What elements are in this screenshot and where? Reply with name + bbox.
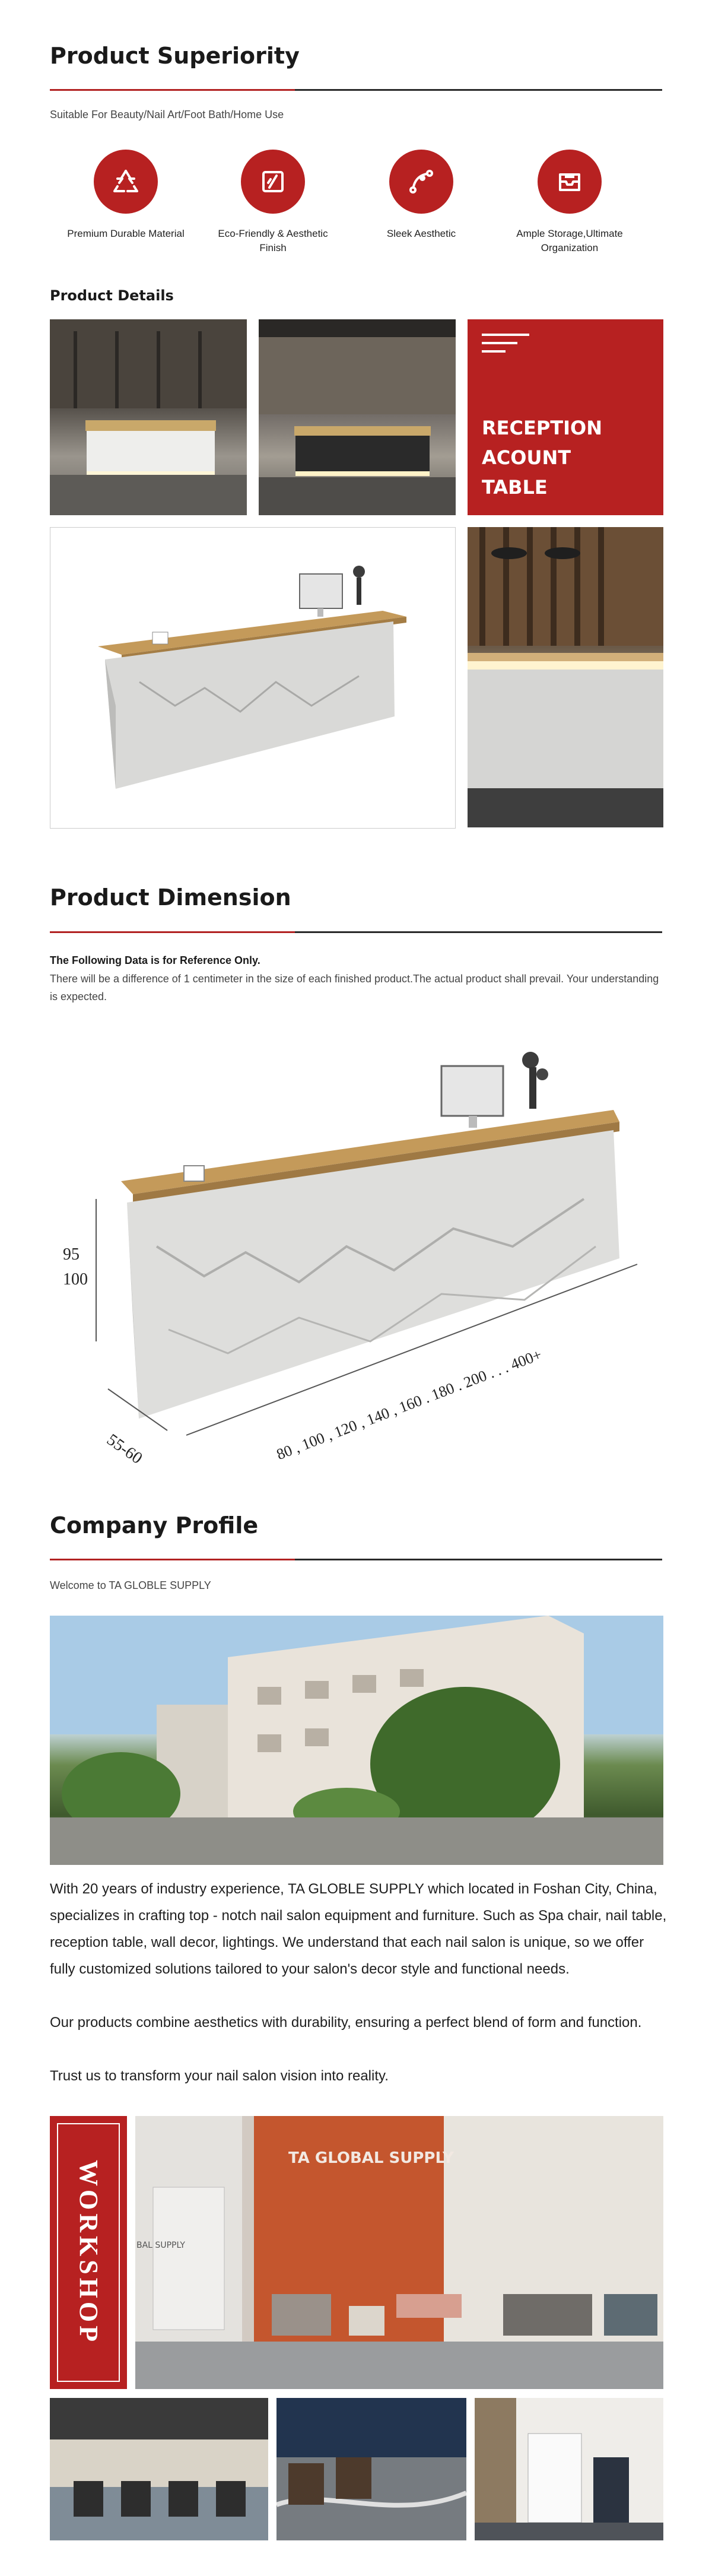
dimension-note-bold: The Following Data is for Reference Only. <box>50 954 260 966</box>
curve-icon <box>389 150 453 214</box>
feature-sleek <box>362 150 481 241</box>
frame-icon <box>241 150 305 214</box>
feature-label: Ample Storage,Ultimate Organization <box>516 228 623 253</box>
workshop-photo-2 <box>276 2398 466 2540</box>
detail-render-large <box>50 527 456 829</box>
length-label: 80 , 100 , 120 , 140 , 160 . 180 . 200 . . . 400+ <box>274 1346 544 1464</box>
workshop-showroom-photo <box>135 2116 663 2389</box>
superiority-subtitle: Suitable For Beauty/Nail Art/Foot Bath/Home Use <box>50 109 284 120</box>
company-paragraph-1: With 20 years of industry experience, TA GLOBLE SUPPLY which located in Foshan City, China, specializes in crafting top - notch nail salon equipment and furniture. Such as Spa chair, nail table, reception table, wall decor, lightings. We understand that each nail salon is unique, so we offer fully customized solutions tailored to your salon's decor style and functional needs. <box>50 1881 667 1977</box>
detail-photo-2 <box>259 319 456 515</box>
feature-label: Eco-Friendly & Aesthetic Finish <box>218 228 328 253</box>
banner-line-3: TABLE <box>482 476 548 499</box>
banner-line <box>482 342 517 344</box>
feature-durable <box>66 150 185 241</box>
company-paragraph-2: Our products combine aesthetics with durability, ensuring a perfect blend of form and function. <box>50 2015 642 2031</box>
feature-label: Premium Durable Material <box>67 228 185 239</box>
workshop-photo-1 <box>50 2398 268 2540</box>
title-rule <box>50 89 662 91</box>
depth-label: 55-60 <box>103 1430 146 1468</box>
dimension-title: Product Dimension <box>50 884 291 911</box>
banner-text <box>482 413 602 502</box>
company-paragraph-3: Trust us to transform your nail salon vision into reality. <box>50 2068 389 2084</box>
banner-line <box>482 334 529 336</box>
banner-line-2: ACOUNT <box>482 446 571 469</box>
company-title: Company Profile <box>50 1512 259 1538</box>
workshop-label: WORKSHOP <box>74 2159 103 2346</box>
door-sign: BAL SUPPLY <box>136 2241 185 2250</box>
workshop-banner <box>50 2116 127 2389</box>
company-building-photo <box>50 1616 663 1865</box>
recycle-icon <box>94 150 158 214</box>
banner-line-1: RECEPTION <box>482 417 603 439</box>
height-label-bottom: 100 <box>63 1270 88 1289</box>
details-title: Product Details <box>50 287 174 304</box>
dimension-note: There will be a difference of 1 centimeter in the size of each finished product.The actual product shall prevail. Your understanding is expected. <box>50 973 659 1003</box>
detail-photo-1 <box>50 319 247 515</box>
banner-line <box>482 350 506 353</box>
company-subtitle: Welcome to TA GLOBLE SUPPLY <box>50 1579 211 1591</box>
detail-photo-3 <box>468 527 663 827</box>
wall-sign: TA GLOBAL SUPPLY <box>288 2149 454 2167</box>
title-rule <box>50 1559 662 1560</box>
height-label-top: 95 <box>63 1245 80 1264</box>
feature-label: Sleek Aesthetic <box>386 228 456 239</box>
feature-eco <box>214 150 332 255</box>
feature-storage <box>510 150 629 255</box>
title-rule <box>50 931 662 933</box>
dimension-diagram <box>50 1021 667 1472</box>
reception-banner <box>468 319 663 515</box>
workshop-photo-3 <box>475 2398 663 2540</box>
superiority-title: Product Superiority <box>50 43 300 69</box>
tray-icon <box>538 150 602 214</box>
